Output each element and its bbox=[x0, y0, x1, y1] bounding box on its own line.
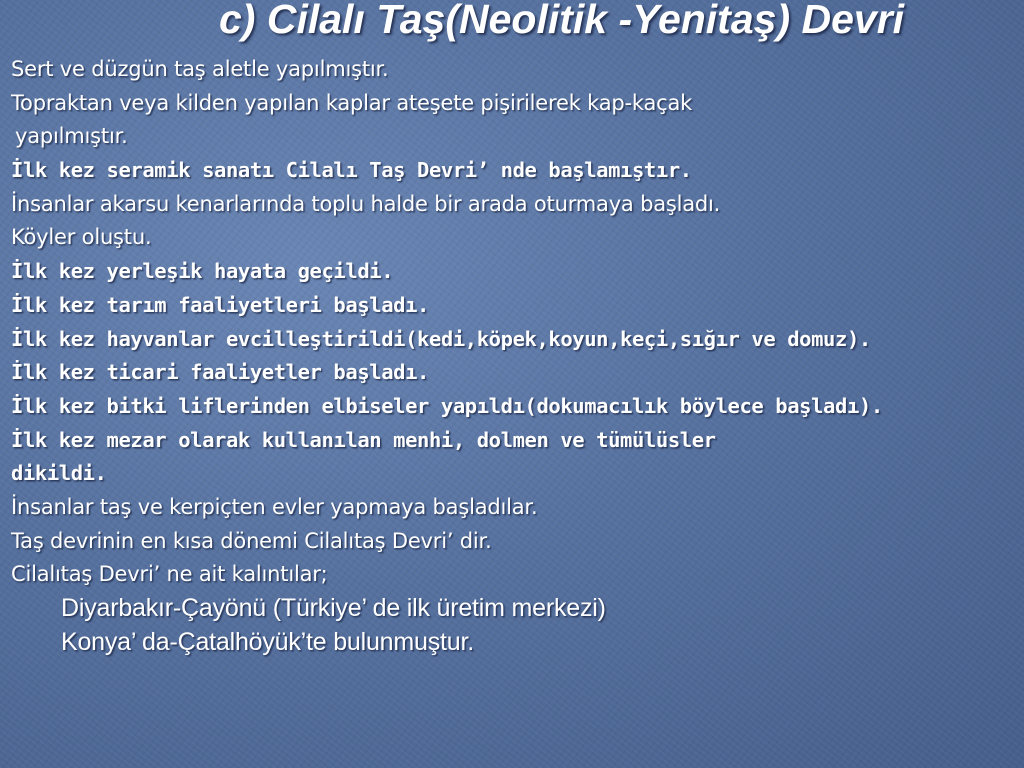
text-line: Cilalıtaş Devri’ ne ait kalıntılar; bbox=[11, 562, 328, 587]
text-line: Konya’ da-Çatalhöyük’te bulunmuştur. bbox=[61, 627, 474, 656]
text-line: İlk kez mezar olarak kullanılan menhi, dolmen ve tümülüsler bbox=[11, 427, 716, 452]
text-line: İlk kez yerleşik hayata geçildi. bbox=[11, 259, 394, 284]
text-line: İlk kez ticari faaliyetler başladı. bbox=[11, 360, 429, 385]
text-line: İnsanlar akarsu kenarlarında toplu halde bir arada oturmaya başladı. bbox=[11, 191, 721, 216]
text-line: İlk kez bitki liflerinden elbiseler yapıldı(dokumacılık böylece başladı). bbox=[11, 393, 883, 418]
text-line: Taş devrinin en kısa dönemi Cilalıtaş Devri’ dir. bbox=[11, 528, 492, 553]
text-line: Sert ve düzgün taş aletle yapılmıştır. bbox=[11, 57, 389, 81]
text-line: İlk kez seramik sanatı Cilalı Taş Devri’ nde başlamıştır. bbox=[11, 158, 692, 183]
text-line: İlk kez tarım faaliyetleri başladı. bbox=[11, 292, 429, 317]
text-line: Köyler oluştu. bbox=[11, 225, 152, 250]
text-line: yapılmıştır. bbox=[15, 124, 128, 149]
text-line: dikildi. bbox=[11, 461, 107, 486]
text-line: Diyarbakır-Çayönü (Türkiye’ de ilk üretim merkezi) bbox=[61, 594, 606, 622]
text-line: İlk kez hayvanlar evcilleştirildi(kedi,köpek,koyun,keçi,sığır ve domuz). bbox=[11, 326, 871, 351]
slide-body bbox=[11, 53, 1011, 659]
text-line: Topraktan veya kilden yapılan kaplar ateşete pişirilerek kap-kaçak bbox=[11, 90, 693, 115]
text-line: İnsanlar taş ve kerpiçten evler yapmaya başladılar. bbox=[11, 494, 538, 519]
slide-title: c) Cilalı Taş(Neolitik -Yenitaş) Devri bbox=[219, 0, 905, 42]
